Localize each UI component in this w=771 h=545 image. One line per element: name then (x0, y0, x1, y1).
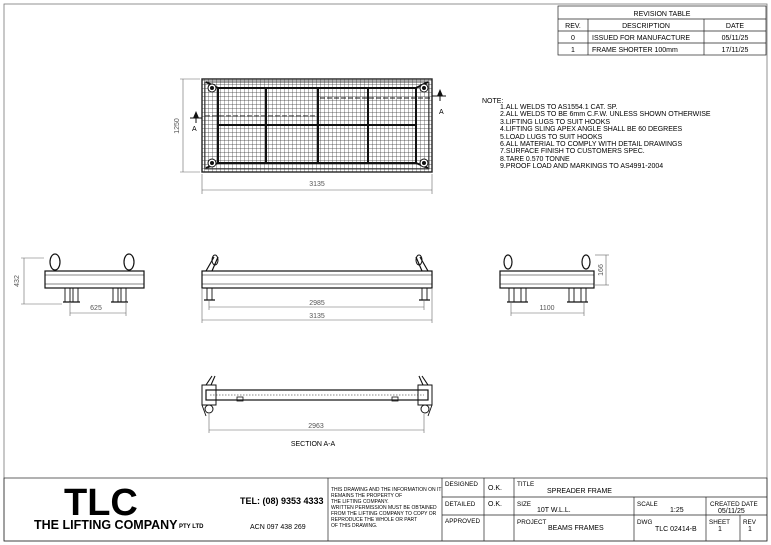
disclaimer-line: REMAINS THE PROPERTY OF (331, 493, 403, 499)
company-logo: TLC (64, 482, 138, 524)
note-item: 9.PROOF LOAD AND MARKINGS TO AS4991-2004 (500, 163, 664, 170)
dim-end-height: 432 (14, 275, 21, 287)
revision-header-date: DATE (725, 23, 745, 30)
sheet-value: 1 (718, 526, 722, 533)
notes-heading: NOTE: (482, 98, 504, 105)
revision-row-rev: 0 (571, 35, 575, 42)
disclaimer-line: THIS DRAWING AND THE INFORMATION ON IT (331, 487, 442, 493)
revision-header-description: DESCRIPTION (622, 23, 670, 30)
detailed-value: O.K. (488, 501, 503, 508)
company-suffix: PTY LTD (179, 524, 204, 530)
title-label: TITLE (517, 481, 535, 488)
disclaimer-line: REPRODUCE THE WHOLE OR PART (331, 517, 418, 523)
disclaimer-line: THE LIFTING COMPANY. (331, 499, 389, 505)
disclaimer-line: FROM THE LIFTING COMPANY TO COPY OR (331, 511, 437, 517)
revision-row-description: FRAME SHORTER 100mm (592, 47, 678, 54)
revision-row-date: 05/11/25 (721, 35, 749, 42)
dim-end2-height: 166 (598, 264, 605, 276)
plan-view (190, 79, 446, 172)
section-label: SECTION A-A (290, 441, 336, 448)
dim-plan-width: 1250 (174, 118, 181, 134)
dim-plan-length: 3135 (309, 181, 325, 188)
note-item: 6.ALL MATERIAL TO COMPLY WITH DETAIL DRAWINGS (500, 141, 683, 148)
project-value: BEAMS FRAMES (548, 525, 604, 532)
revision-row-rev: 1 (571, 47, 575, 54)
company-name: THE LIFTING COMPANY (34, 518, 178, 532)
revision-row-description: ISSUED FOR MANUFACTURE (592, 35, 691, 42)
designed-value: O.K. (488, 485, 503, 492)
side-view (202, 255, 432, 300)
dwg-value: TLC 02414-B (655, 526, 697, 533)
note-item: 3.LIFTING LUGS TO SUIT HOOKS (500, 119, 611, 126)
end-view-left (45, 254, 144, 302)
created-label: CREATED DATE (710, 501, 758, 508)
note-item: 4.LIFTING SLING APEX ANGLE SHALL BE 60 DEGREES (500, 126, 683, 133)
revision-table-title: REVISION TABLE (633, 11, 691, 18)
dim-side-inner: 2985 (309, 300, 325, 307)
dim-end2-width: 1100 (539, 305, 555, 312)
note-item: 1.ALL WELDS TO AS1554.1 CAT. SP. (500, 104, 618, 111)
detailed-label: DETAILED (445, 501, 476, 508)
dim-side-length: 3135 (309, 313, 325, 320)
designed-label: DESIGNED (445, 481, 478, 488)
rev-label: REV (743, 519, 756, 526)
revision-header-rev: REV. (565, 23, 581, 30)
disclaimer-line: OF THIS DRAWING. (331, 523, 378, 529)
section-marker-left: A (192, 126, 197, 133)
company-acn: ACN 097 438 269 (250, 524, 306, 531)
end-view-right (500, 255, 594, 302)
note-item: 2.ALL WELDS TO BE 6mm C.F.W. UNLESS SHOWN OTHERWISE (500, 111, 711, 118)
approved-label: APPROVED (445, 518, 480, 525)
company-tel: TEL: (08) 9353 4333 (240, 496, 324, 506)
created-value: 05/11/25 (718, 508, 745, 515)
size-label: SIZE (517, 501, 531, 508)
rev-value: 1 (748, 526, 752, 533)
dwg-label: DWG (637, 519, 653, 526)
title-value: SPREADER FRAME (547, 488, 612, 495)
note-item: 5.LOAD LUGS TO SUIT HOOKS (500, 134, 603, 141)
section-marker-right: A (439, 109, 444, 116)
section-view (202, 376, 432, 416)
dim-section-length: 2963 (308, 423, 324, 430)
scale-value: 1:25 (670, 507, 684, 514)
dim-end-lug-spacing: 625 (90, 305, 102, 312)
size-value: 10T W.L.L. (537, 507, 571, 514)
note-item: 7.SURFACE FINISH TO CUSTOMERS SPEC. (500, 148, 645, 155)
project-label: PROJECT (517, 519, 547, 526)
scale-label: SCALE (637, 501, 658, 508)
note-item: 8.TARE 0.570 TONNE (500, 156, 570, 163)
revision-row-date: 17/11/25 (721, 47, 749, 54)
sheet-label: SHEET (709, 519, 730, 526)
disclaimer-line: WRITTEN PERMISSION MUST BE OBTAINED (331, 505, 437, 511)
